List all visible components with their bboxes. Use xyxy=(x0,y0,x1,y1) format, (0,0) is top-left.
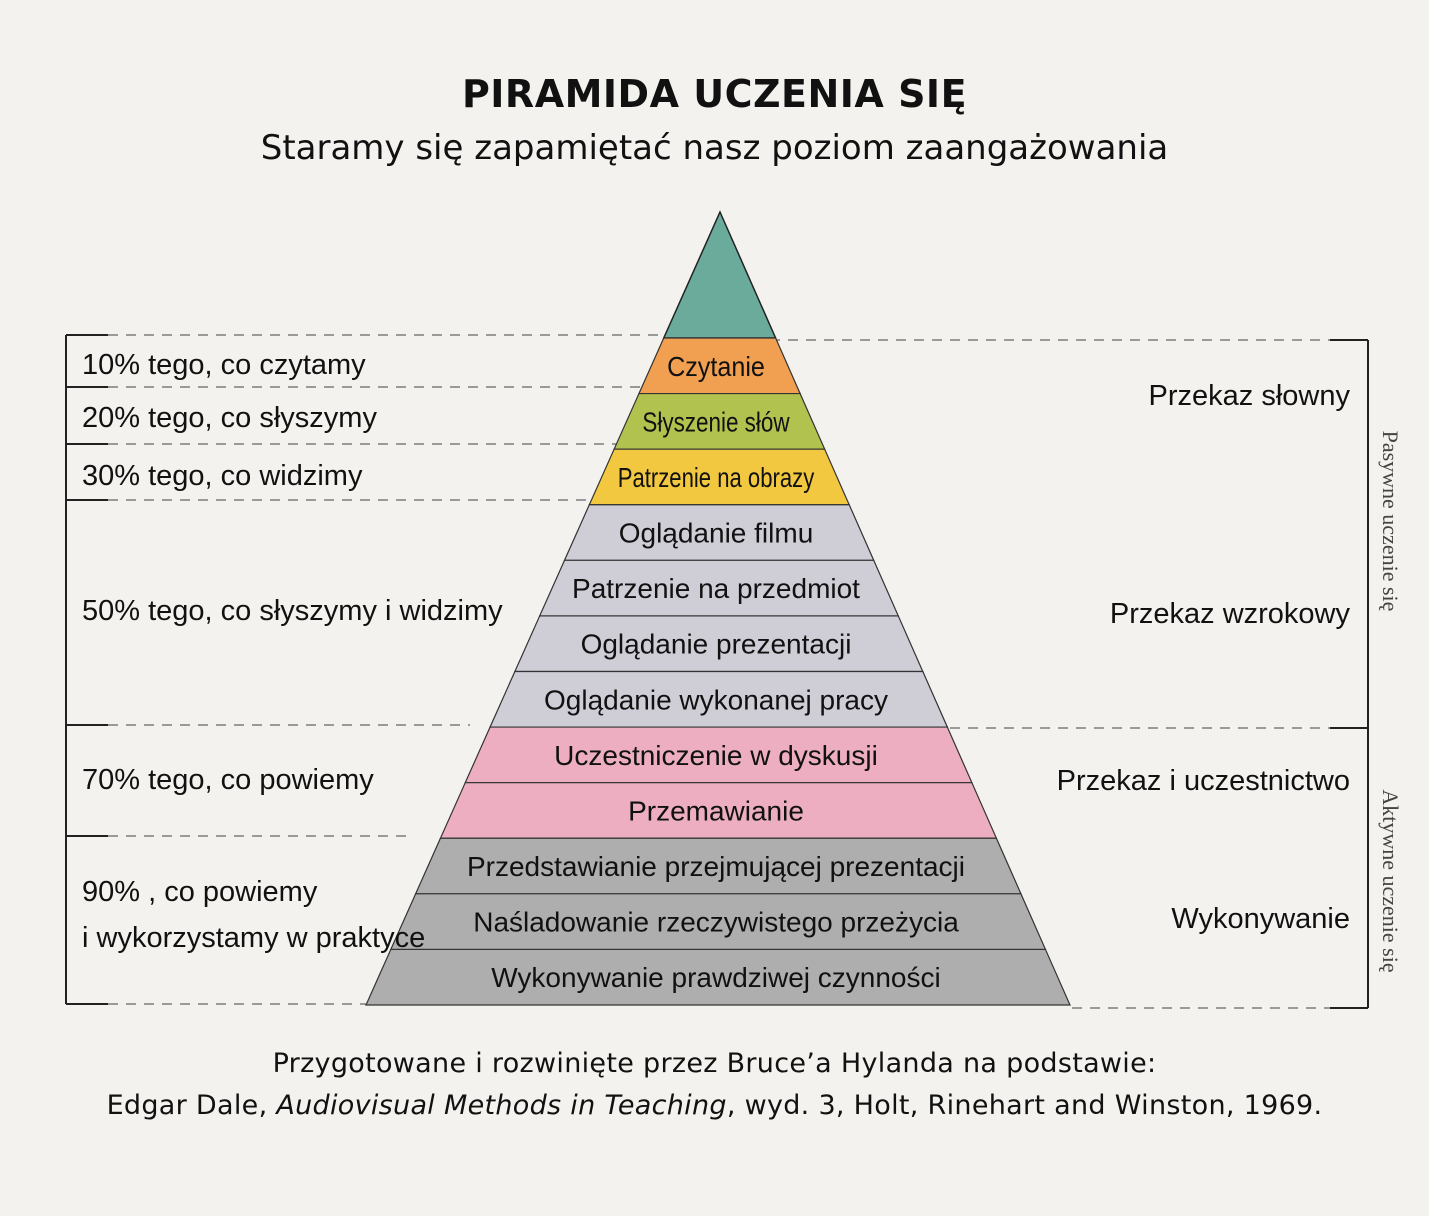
page-title: PIRAMIDA UCZENIA SIĘ xyxy=(461,72,968,116)
credit-line-2 xyxy=(0,1090,1429,1121)
pyramid-layer-label: Oglądanie wykonanej pracy xyxy=(544,684,888,716)
passive-learning-label: Pasywne uczenie się xyxy=(1378,430,1403,612)
active-learning-label: Aktywne uczenie się xyxy=(1378,789,1403,973)
category-verbal: Przekaz słowny xyxy=(1148,380,1350,412)
credit-book-title: Audiovisual Methods in Teaching xyxy=(276,1090,727,1121)
pyramid-layer-label: Uczestniczenie w dyskusji xyxy=(554,739,878,771)
pyramid-layer-label: Patrzenie na przedmiot xyxy=(572,573,860,605)
pyramid-layer-label: Wykonywanie prawdziwej czynności xyxy=(491,962,941,994)
category-doing: Wykonywanie xyxy=(1171,903,1350,935)
credit-line-1: Przygotowane i rozwinięte przez Bruce’a Hylanda na podstawie: xyxy=(272,1048,1157,1079)
credit-author: Edgar Dale, xyxy=(106,1090,277,1121)
retention-10: 10% tego, co czytamy xyxy=(82,349,366,381)
page-subtitle: Staramy się zapamiętać nasz poziom zaangażowania xyxy=(260,128,1169,168)
pyramid-layer-label: Przedstawianie przejmującej prezentacji xyxy=(466,851,966,883)
category-visual: Przekaz wzrokowy xyxy=(1109,598,1350,630)
retention-90-line1: 90% , co powiemy xyxy=(82,876,318,908)
pyramid-layer-label: Czytanie xyxy=(667,350,765,382)
pyramid-apex xyxy=(664,212,776,338)
retention-20: 20% tego, co słyszymy xyxy=(82,402,377,434)
pyramid-layer-label: Oglądanie prezentacji xyxy=(580,628,852,660)
retention-50: 50% tego, co słyszymy i widzimy xyxy=(82,595,503,627)
retention-90-line2: i wykorzystamy w praktyce xyxy=(82,922,426,954)
pyramid-layer-label: Naśladowanie rzeczywistego przeżycia xyxy=(473,906,959,938)
pyramid-layer-label: Słyszenie słów xyxy=(642,406,791,438)
credit-publisher: , wyd. 3, Holt, Rinehart and Winston, 1969. xyxy=(726,1090,1323,1121)
pyramid-layer-label: Patrzenie na obrazy xyxy=(617,461,815,493)
retention-70: 70% tego, co powiemy xyxy=(82,764,374,796)
retention-30: 30% tego, co widzimy xyxy=(82,460,363,492)
pyramid-layer-label: Oglądanie filmu xyxy=(618,517,814,549)
pyramid-layer-label: Przemawianie xyxy=(628,795,804,827)
category-participation: Przekaz i uczestnictwo xyxy=(1056,765,1350,797)
